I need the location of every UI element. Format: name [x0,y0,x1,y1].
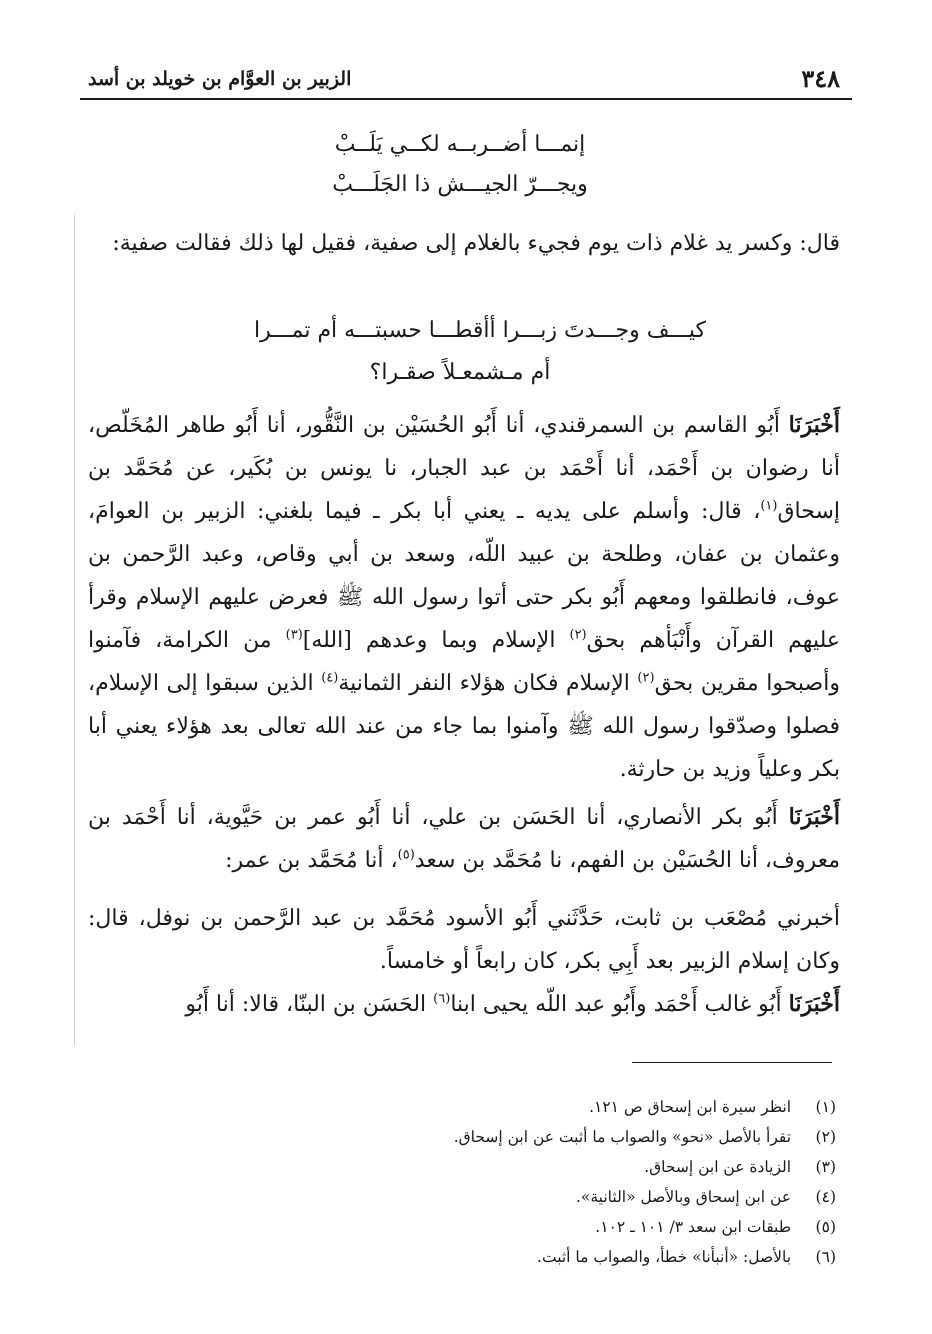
footnote-number: (٦) [815,1248,836,1266]
footnote-number: (٣) [815,1158,836,1176]
verse-line: أم مـشمعـلاً صقـرا؟ [369,360,551,385]
footnote [380,1152,836,1182]
footnote-ref[interactable]: (٣) [285,627,303,643]
paragraph-text: ، أنا مُحَمَّد بن عمر: [225,848,398,873]
page-header [80,52,852,100]
footnote-rule [632,1062,832,1063]
isnad-lead: أَخْبَرَنَا [788,412,840,438]
paragraph-text: الإسلام وبما وعدهم [الله] [302,628,570,653]
paragraph-text: الإسلام فكان هؤلاء النفر الثمانية [338,671,638,696]
footnote [380,1092,836,1122]
page-number: ٣٤٨ [801,64,840,93]
paragraph-text: من الكرامة، فآمنوا وأصبحوا مقرين بحق [88,628,840,696]
footnote-ref[interactable]: (١) [760,498,778,514]
paragraph: أخبرني مُصْعَب بن ثابت، حَدَّثَني أَبُو الأسود مُحَمَّد بن عبد الرَّحمن بن نوفل، قال: وكان إسلام الزبير بعد أَبِي بكر، كان رابعاً أو خامساً. [88,906,840,974]
paragraph: قال: وكسر يد غلام ذات يوم فجيء بالغلام إلى صفية، فقيل لها ذلك فقالت صفية: [112,231,840,256]
verse-line: كيـــف وجـــدتَ زبـــرا أأقطـــا حسبتـــه أم تمـــرا [254,318,706,343]
footnote-text: طبقات ابن سعد ٣/ ١٠١ ـ ١٠٢. [595,1218,792,1236]
footnote-ref[interactable]: (٥) [397,847,415,863]
footnote-text: تقرأ بالأصل «نحو» والصواب ما أثبت عن ابن إسحاق. [453,1128,792,1146]
footnote-number: (٤) [815,1188,836,1206]
footnote [380,1122,836,1152]
footnote-ref[interactable]: (٢) [637,670,655,686]
footnotes [380,1092,836,1272]
paragraph [88,983,840,1026]
footnote [380,1242,836,1272]
margin-line [74,215,75,1045]
footnote-ref[interactable]: (٢) [569,627,587,643]
verse-line: ويجـــرّ الجيـــش ذا الجَلَـــبْ [332,172,588,197]
footnote-text: انظر سيرة ابن إسحاق ص ١٢١. [589,1098,792,1116]
footnote-ref[interactable]: (٦) [433,991,451,1007]
header-rule [80,98,852,100]
footnote [380,1212,836,1242]
paragraph-text: الذين سبقوا إلى الإسلام، فصلوا وصدّقوا رسول الله ﷺ وآمنوا بما جاء من عند الله تعالى بعد هؤلاء يعني أبا بكر وعلياً وزيد بن حارثة. [88,671,840,782]
running-title: الزبير بن العوَّام بن خويلد بن أسد [88,68,352,90]
footnote-text: الزيادة عن ابن إسحاق. [644,1158,792,1176]
footnote-ref[interactable]: (٤) [321,670,339,686]
isnad-lead: أَخْبَرَنَا [788,991,840,1017]
paragraph-text: أَبُو بكر الأنصاري، أنا الحَسَن بن علي، أنا أَبُو عمر بن حَيَّوية، أنا أَحْمَد بن معروف، أنا الحُسَيْن بن الفهم، نا مُحَمَّد بن سعد [88,805,840,873]
isnad-lead: أَخْبَرَنَا [788,804,840,830]
footnote-text: بالأصل: «أنبأنا» خطأ، والصواب ما أثبت. [537,1248,792,1266]
footnote [380,1182,836,1212]
paragraph [88,404,840,791]
footnote-number: (١) [815,1098,836,1116]
paragraph [88,796,840,882]
verse-line: إنمـــا أضــربــه لكــي يَلَــبْ [334,132,586,157]
footnote-text: عن ابن إسحاق وبالأصل «الثانية». [575,1188,792,1206]
paragraph-text: ، قال: وأسلم على يديه ـ يعني أبا بكر ـ فيما بلغني: الزبير بن العوامَ، وعثمان بن عفان، وطلحة بن عبيد اللّه، وسعد بن أبي وقاص، وعبد الرَّحمن بن عوف، فانطلقوا ومعهم أَبُو بكر حتى أتوا رسول الله ﷺ فعرض عليهم الإسلام وقرأ عليهم القرآن وأَنْبَأهم بحق [88,499,840,653]
paragraph-text: أَبُو غالب أَحْمَد وأَبُو عبد اللّه يحيى ابنا [450,992,789,1017]
paragraph-text: الحَسَن بن البنّا، قالا: أنا أَبُو [185,992,434,1017]
footnote-number: (٢) [815,1128,836,1146]
footnote-number: (٥) [815,1218,836,1236]
paragraph-text: أَبُو القاسم بن السمرقندي، أنا أَبُو الحُسَيْن بن النَّقُّور، أنا أَبُو طاهر المُخَلّص، أنا رضوان بن أَحْمَد، أنا أَحْمَد بن عبد الجبار، نا يونس بن بُكَير، عن مُحَمَّد بن إسحاق [88,413,840,524]
